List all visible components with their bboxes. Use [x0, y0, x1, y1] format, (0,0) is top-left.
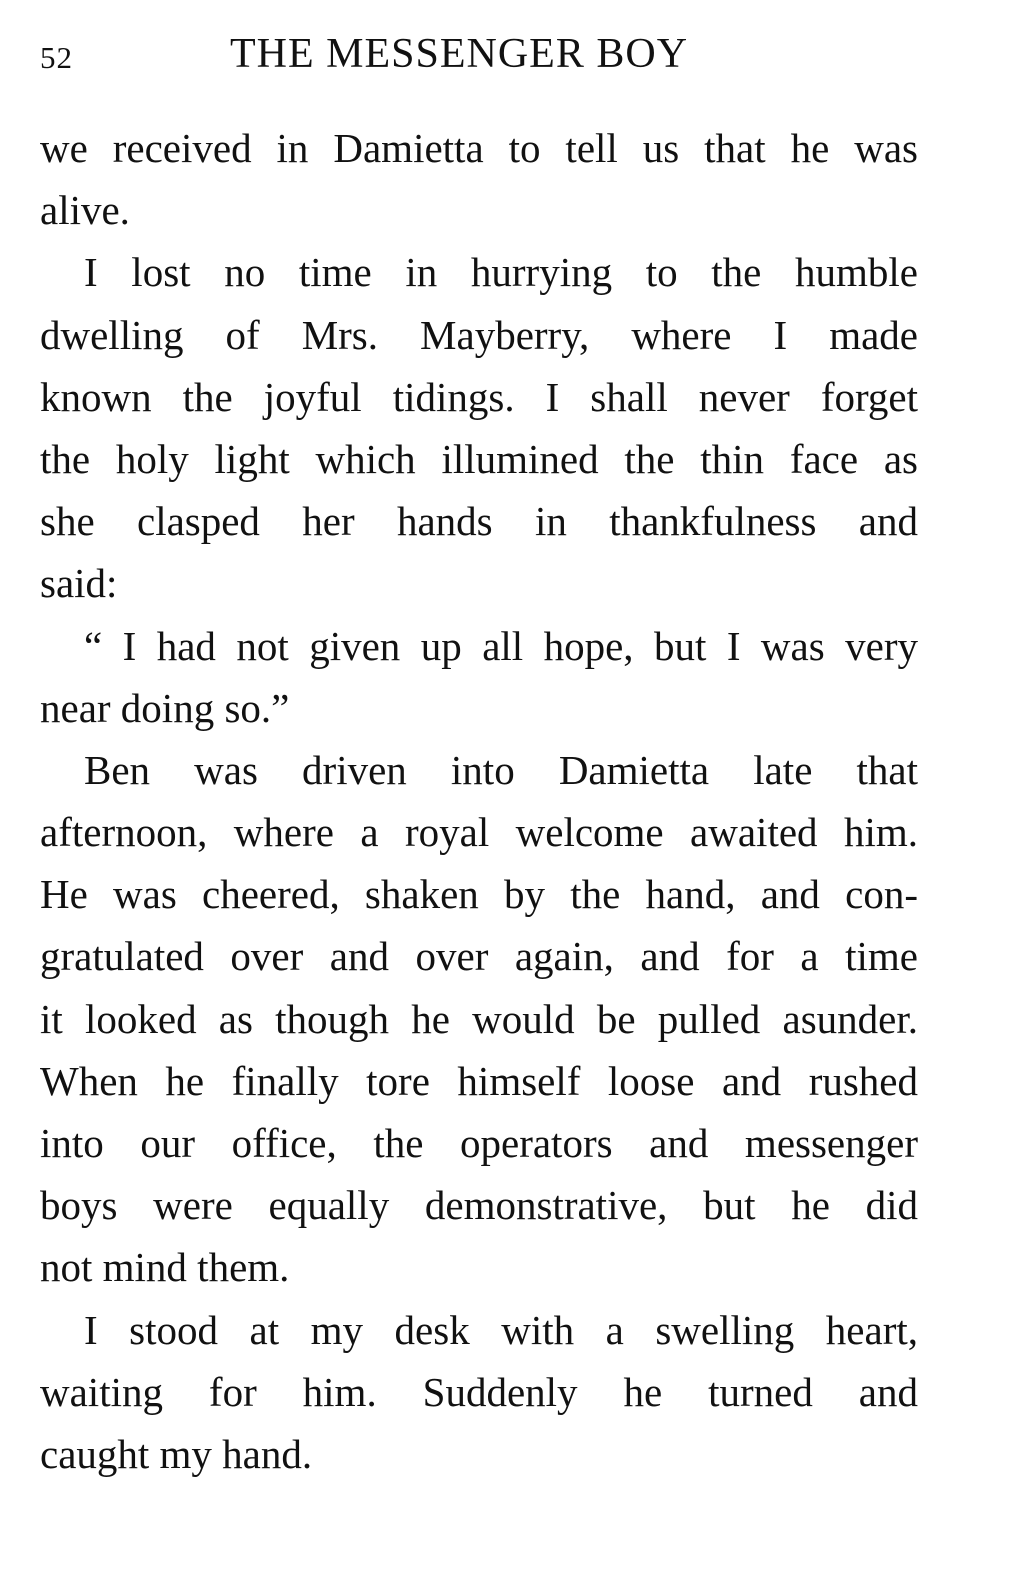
text-line: near doing so.”	[40, 684, 290, 731]
text-line: He was cheered, shaken by the hand, and con-	[40, 871, 918, 918]
text-line: into our office, the operators and messenger	[40, 1120, 918, 1166]
text-line: I stood at my desk with a swelling heart,	[84, 1306, 918, 1353]
text-line: I lost no time in hurrying to the humble	[84, 249, 918, 296]
body-text	[40, 117, 918, 1485]
text-line: afternoon, where a royal welcome awaited him.	[40, 809, 918, 856]
text-line: not mind them.	[40, 1244, 290, 1291]
text-line: When he finally tore himself loose and rushed	[40, 1057, 918, 1104]
page-number: 52	[40, 40, 73, 75]
running-head	[40, 30, 740, 80]
text-line: said:	[40, 560, 118, 607]
text-line: “ I had not given up all hope, but I was very	[84, 622, 918, 669]
running-title: THE MESSENGER BOY	[230, 31, 689, 77]
text-line: she clasped her hands in thankfulness and	[40, 498, 918, 545]
text-line: alive.	[40, 187, 130, 234]
text-line: waiting for him. Suddenly he turned and	[40, 1368, 918, 1415]
text-line: it looked as though he would be pulled asunder.	[40, 995, 918, 1042]
text-line: caught my hand.	[40, 1430, 313, 1477]
text-line: dwelling of Mrs. Mayberry, where I made	[40, 311, 918, 358]
text-line: known the joyful tidings. I shall never forget	[40, 373, 918, 420]
text-line: gratulated over and over again, and for a time	[40, 933, 918, 980]
text-line: boys were equally demonstrative, but he did	[40, 1182, 918, 1229]
text-line: Ben was driven into Damietta late that	[84, 746, 918, 793]
text-line: the holy light which illumined the thin face as	[40, 435, 918, 482]
text-line: we received in Damietta to tell us that he was	[40, 125, 918, 171]
